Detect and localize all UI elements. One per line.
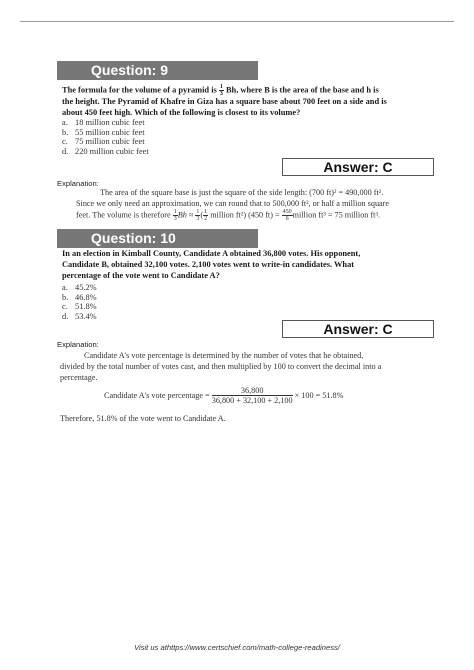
question-10-conclusion: Therefore, 51.8% of the vote went to Candidate A.: [60, 414, 226, 423]
option-a[interactable]: a. 45.2%: [62, 283, 97, 292]
question-10-explanation: Candidate A's vote percentage is determined by the number of votes that he obtained, divided by the total number of votes cast, and then multiplied by 100 to convert the decimal into a percentage.: [60, 351, 382, 382]
question-10-header: Question: 10: [57, 229, 258, 248]
option-b[interactable]: b. 46.8%: [62, 292, 97, 302]
option-d[interactable]: d. 220 million cubic feet: [62, 146, 149, 156]
one-third-fraction: $\frac{1}{3}$: [219, 84, 223, 97]
question-10-explanation-label: Explanation:: [57, 340, 99, 349]
option-d[interactable]: d. 53.4%: [62, 311, 97, 321]
top-rule: [20, 21, 454, 22]
question-10-stem: In an election in Kimball County, Candidate A obtained 36,800 votes. His opponent, Candidate B, obtained 32,100 votes. 2,100 votes went to write-in candidates. What percentage of the vote went to Candidate A?: [62, 249, 361, 280]
question-9-options: [62, 118, 149, 156]
question-9-explanation-label: Explanation:: [57, 179, 99, 188]
vote-percentage-equation: Candidate A's vote percentage = $\frac{36,800}{36,800 + 32,100 + 2,100}$ × 100 = 51.8%: [104, 386, 344, 405]
question-10-answer: Answer: C: [282, 320, 434, 338]
question-9-header: Question: 9: [57, 61, 258, 80]
question-10-options: [62, 283, 97, 321]
question-9-stem: The formula for the volume of a pyramid is $\frac{1}{3}$ Bh, where B is the area of the base and h is the height. The Pyramid of Khafre in Giza has a square base about 700 feet on a side and is about 450 feet high. Which of the following is closest to its volume?: [62, 84, 387, 117]
question-9-answer: Answer: C: [282, 158, 434, 176]
footer-link[interactable]: Visit us athttps://www.certschief.com/math-college-readiness/: [134, 643, 340, 652]
question-9-explanation: The area of the square base is just the square of the side length: (700 ft)² = 490,000 ft². Since we only need an approximation, we can round that to 500,000 ft², or half a million square feet. The volume is therefore $\frac{1}{3}$ Bh ≈ $\frac{1}{3}$ ( $\frac{1}{2}$ million ft²) (450 ft) = $\frac{450}{6}$ million ft³ = 75 million ft³.: [76, 188, 390, 222]
option-c[interactable]: c. 51.8%: [62, 302, 97, 312]
option-b[interactable]: b. 55 million cubic feet: [62, 127, 145, 137]
option-c[interactable]: c. 75 million cubic feet: [62, 137, 145, 147]
option-a[interactable]: a. 18 million cubic feet: [62, 118, 145, 127]
